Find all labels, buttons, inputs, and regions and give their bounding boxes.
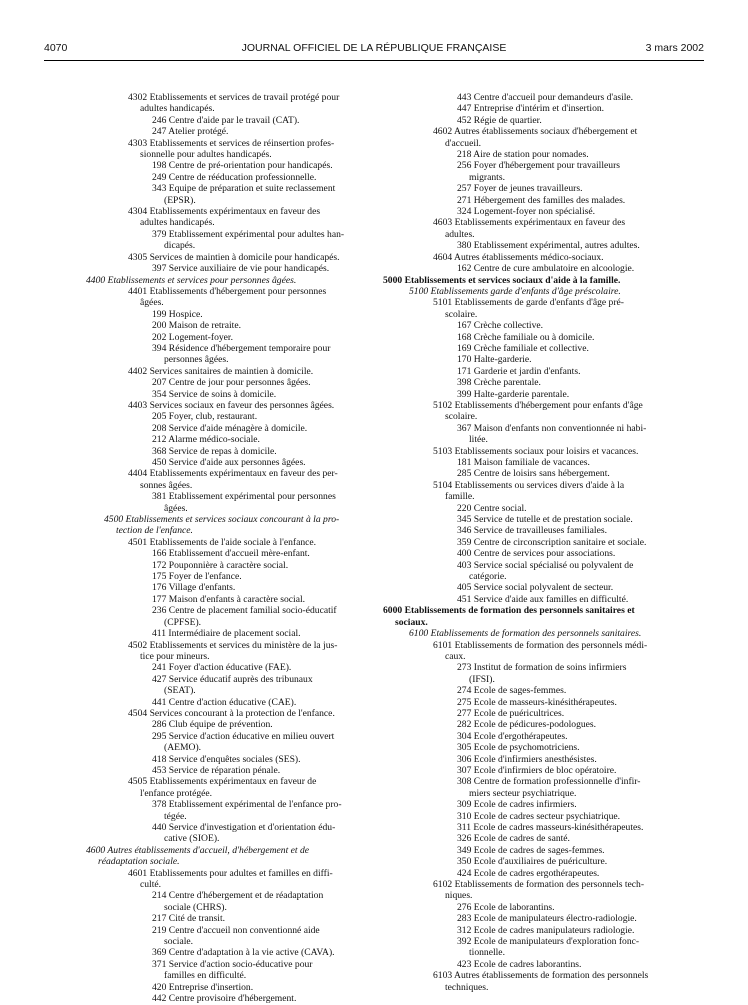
- text-line: d'accueil.: [445, 137, 482, 149]
- text-line: 4401 Etablissements d'hébergement pour personnes: [128, 285, 327, 297]
- text-line: sociaux.: [395, 616, 428, 628]
- text-line: 447 Entreprise d'intérim et d'insertion.: [457, 103, 605, 115]
- text-line: 4304 Etablissements expérimentaux en faveur des: [128, 206, 321, 218]
- text-line: 283 Ecole de manipulateurs électro-radiologie.: [457, 913, 637, 925]
- text-line: 4305 Services de maintien à domicile pour handicapés.: [128, 251, 340, 263]
- text-line: 4603 Etablissements expérimentaux en faveur des: [433, 217, 626, 229]
- text-line: 212 Alarme médico-sociale.: [152, 434, 260, 446]
- text-line: 5100 Etablissements garde d'enfants d'âge préscolaire.: [409, 285, 621, 297]
- text-line: 4504 Services concourant à la protection de l'enfance.: [128, 707, 335, 719]
- text-line: scolaire.: [445, 308, 478, 320]
- text-line: 218 Aire de station pour nomades.: [457, 149, 589, 161]
- header-rule: [44, 60, 704, 61]
- text-line: 199 Hospice.: [152, 308, 203, 320]
- text-line: 275 Ecole de masseurs-kinésithérapeutes.: [457, 696, 617, 708]
- text-line: tionnelle.: [469, 947, 505, 959]
- text-line: 306 Ecole d'infirmiers anesthésistes.: [457, 753, 597, 765]
- text-line: 427 Service éducatif auprès des tribunaux: [152, 673, 313, 685]
- text-line: sociale (CHRS).: [164, 901, 227, 913]
- text-line: 453 Service de réparation pénale.: [152, 764, 281, 776]
- text-line: 452 Régie de quartier.: [457, 114, 542, 126]
- text-line: 217 Cité de transit.: [152, 913, 226, 925]
- text-line: 171 Garderie et jardin d'enfants.: [457, 365, 581, 377]
- text-line: 371 Service d'action socio-éducative pour: [152, 958, 313, 970]
- text-line: âgées.: [164, 502, 188, 514]
- text-line: 220 Centre social.: [457, 502, 527, 514]
- text-line: l'enfance protégée.: [140, 787, 213, 799]
- page-date: 3 mars 2002: [645, 42, 704, 54]
- text-line: 169 Crèche familiale et collective.: [457, 342, 589, 354]
- text-line: niques.: [445, 890, 473, 902]
- text-line: 236 Centre de placement familial socio-éducatif: [152, 605, 337, 617]
- right-column: [383, 92, 675, 993]
- text-line: 247 Atelier protégé.: [152, 126, 229, 138]
- text-line: 256 Foyer d'hébergement pour travailleurs: [457, 160, 620, 172]
- text-line: (EPSR).: [164, 194, 196, 206]
- text-line: 205 Foyer, club, restaurant.: [152, 411, 258, 423]
- text-line: 170 Halte-garderie.: [457, 354, 532, 366]
- text-line: catégorie.: [469, 571, 507, 583]
- text-line: 4604 Autres établissements médico-sociaux.: [433, 251, 604, 263]
- text-line: tégée.: [164, 810, 187, 822]
- text-line: 249 Centre de rééducation professionnelle.: [152, 171, 317, 183]
- text-line: 5103 Etablissements sociaux pour loisirs et vacances.: [433, 445, 639, 457]
- page-header: [44, 42, 704, 58]
- text-line: famille.: [445, 491, 475, 503]
- text-line: 4403 Services sociaux en faveur des personnes âgées.: [128, 399, 335, 411]
- text-line: 394 Résidence d'hébergement temporaire pour: [152, 342, 331, 354]
- text-line: 175 Foyer de l'enfance.: [152, 571, 242, 583]
- text-line: 392 Ecole de manipulateurs d'exploration fonc-: [457, 936, 640, 948]
- text-line: 295 Service d'action éducative en milieu ouvert: [152, 730, 335, 742]
- text-line: 359 Centre de circonscription sanitaire et sociale.: [457, 536, 647, 548]
- text-line: 4501 Etablissements de l'aide sociale à l'enfance.: [128, 536, 317, 548]
- left-column: [60, 92, 365, 1005]
- text-line: 346 Service de travailleuses familiales.: [457, 525, 607, 537]
- text-line: 326 Ecole de cadres de santé.: [457, 833, 570, 845]
- text-line: 214 Centre d'hébergement et de réadaptation: [152, 890, 324, 902]
- text-line: 176 Village d'enfants.: [152, 582, 236, 594]
- text-line: 420 Entreprise d'insertion.: [152, 981, 254, 993]
- text-line: 4500 Etablissements et services sociaux concourant à la pro-: [104, 514, 340, 526]
- text-line: 5104 Etablissements ou services divers d'aide à la: [433, 479, 625, 491]
- text-line: 418 Service d'enquêtes sociales (SES).: [152, 753, 301, 765]
- journal-title: JOURNAL OFFICIEL DE LA RÉPUBLIQUE FRANÇAISE: [241, 42, 507, 54]
- text-line: dicapés.: [164, 240, 196, 252]
- text-line: 399 Halte-garderie parentale.: [457, 388, 570, 400]
- text-line: sociale.: [164, 936, 194, 948]
- page-number: 4070: [44, 42, 68, 54]
- text-line: adultes.: [445, 228, 475, 240]
- text-line: 310 Ecole de cadres secteur psychiatrique.: [457, 810, 621, 822]
- text-line: 311 Ecole de cadres masseurs-kinésithérapeutes.: [457, 822, 644, 833]
- text-line: 4303 Etablissements et services de réinsertion profes-: [128, 137, 335, 149]
- text-line: caux.: [445, 650, 466, 662]
- text-line: 450 Service d'aide aux personnes âgées.: [152, 457, 306, 468]
- text-line: tice pour mineurs.: [140, 650, 210, 662]
- text-line: 277 Ecole de puéricultrices.: [457, 707, 565, 719]
- text-line: 4400 Etablissements et services pour personnes âgées.: [86, 274, 297, 286]
- text-line: 282 Ecole de pédicures-podologues.: [457, 719, 597, 731]
- text-line: 307 Ecole d'infirmiers de bloc opératoire.: [457, 764, 617, 776]
- text-line: 6101 Etablissements de formation des personnels médi-: [433, 639, 648, 651]
- text-line: 4404 Etablissements expérimentaux en faveur des per-: [128, 468, 338, 480]
- text-line: 305 Ecole de psychomotriciens.: [457, 742, 580, 754]
- text-line: 411 Intermédiaire de placement social.: [152, 628, 301, 640]
- text-line: 162 Centre de cure ambulatoire en alcoologie.: [457, 263, 635, 275]
- text-line: réadaptation sociale.: [98, 856, 180, 868]
- text-line: 4402 Services sanitaires de maintien à domicile.: [128, 365, 314, 377]
- text-line: 5000 Etablissements et services sociaux d'aide à la famille.: [383, 274, 621, 286]
- text-line: adultes handicapés.: [140, 217, 215, 229]
- text-line: 5101 Etablissements de garde d'enfants d'âge pré-: [433, 297, 625, 309]
- text-line: 276 Ecole de laborantins.: [457, 901, 555, 913]
- text-line: 349 Ecole de cadres de sages-femmes.: [457, 844, 605, 856]
- text-line: 246 Centre d'aide par le travail (CAT).: [152, 114, 300, 126]
- text-line: 172 Pouponnière à caractère social.: [152, 559, 289, 571]
- text-line: 304 Ecole d'ergothérapeutes.: [457, 730, 568, 742]
- text-line: miers secteur psychiatrique.: [469, 787, 577, 799]
- text-line: 6102 Etablissements de formation des personnels tech-: [433, 879, 645, 891]
- text-line: 451 Service d'aide aux familles en difficulté.: [457, 593, 629, 605]
- text-line: 343 Equipe de préparation et suite reclassement: [152, 183, 336, 195]
- text-line: 345 Service de tutelle et de prestation sociale.: [457, 514, 633, 526]
- text-line: 4502 Etablissements et services du ministère de la jus-: [128, 639, 338, 651]
- text-line: culté.: [140, 879, 162, 891]
- text-line: 200 Maison de retraite.: [152, 320, 241, 332]
- text-line: personnes âgées.: [164, 354, 229, 366]
- text-line: 369 Centre d'adaptation à la vie active (CAVA).: [152, 947, 335, 959]
- text-line: 198 Centre de pré-orientation pour handicapés.: [152, 160, 333, 172]
- text-line: (AEMO).: [164, 742, 202, 754]
- text-line: 202 Logement-foyer.: [152, 331, 233, 343]
- text-line: 368 Service de repas à domicile.: [152, 445, 277, 457]
- text-line: 286 Club équipe de prévention.: [152, 719, 273, 731]
- text-line: sionnelle pour adultes handicapés.: [140, 149, 272, 161]
- text-line: 403 Service social spécialisé ou polyvalent de: [457, 559, 634, 571]
- text-line: 208 Service d'aide ménagère à domicile.: [152, 422, 308, 434]
- text-line: 397 Service auxiliaire de vie pour handicapés.: [152, 263, 330, 275]
- text-line: 166 Etablissement d'accueil mère-enfant.: [152, 548, 310, 560]
- text-line: litée.: [469, 434, 488, 446]
- text-line: 381 Etablissement expérimental pour personnes: [152, 491, 336, 503]
- text-line: familles en difficulté.: [164, 970, 247, 982]
- text-line: 274 Ecole de sages-femmes.: [457, 685, 567, 697]
- text-line: 4600 Autres établissements d'accueil, d'hébergement et de: [86, 844, 310, 856]
- text-line: 405 Service social polyvalent de secteur.: [457, 582, 614, 594]
- text-line: 177 Maison d'enfants à caractère social.: [152, 593, 306, 605]
- text-line: 324 Logement-foyer non spécialisé.: [457, 206, 595, 218]
- text-line: 6103 Autres établissements de formation des personnels: [433, 970, 649, 982]
- text-line: 354 Service de soins à domicile.: [152, 388, 277, 400]
- text-line: 308 Centre de formation professionnelle d'infir-: [457, 776, 641, 788]
- text-line: 378 Etablissement expérimental de l'enfance pro-: [152, 799, 342, 811]
- text-line: 379 Etablissement expérimental pour adultes han-: [152, 228, 345, 240]
- text-line: 4302 Etablissements et services de travail protégé pour: [128, 92, 340, 103]
- text-line: 443 Centre d'accueil pour demandeurs d'asile.: [457, 92, 634, 103]
- text-line: 271 Hébergement des familles des malades.: [457, 194, 626, 206]
- text-line: (CPFSE).: [164, 616, 202, 628]
- text-line: 441 Centre d'action éducative (CAE).: [152, 696, 297, 708]
- text-line: 167 Crèche collective.: [457, 320, 544, 332]
- text-line: techniques.: [445, 981, 489, 993]
- text-line: 4505 Etablissements expérimentaux en faveur de: [128, 776, 317, 788]
- text-line: 6100 Etablissements de formation des personnels sanitaires.: [409, 628, 642, 640]
- text-line: scolaire.: [445, 411, 478, 423]
- text-line: 398 Crèche parentale.: [457, 377, 541, 389]
- text-line: 400 Centre de services pour associations.: [457, 548, 616, 560]
- text-line: 6000 Etablissements de formation des personnels sanitaires et: [383, 605, 635, 617]
- text-line: 380 Etablissement expérimental, autres adultes.: [457, 240, 640, 252]
- text-line: (IFSI).: [469, 673, 495, 685]
- text-line: 440 Service d'investigation et d'orientation édu-: [152, 822, 336, 833]
- text-line: 312 Ecole de cadres manipulateurs radiologie.: [457, 924, 635, 936]
- text-line: 5102 Etablissements d'hébergement pour enfants d'âge: [433, 399, 643, 411]
- text-line: 181 Maison familiale de vacances.: [457, 457, 590, 468]
- text-line: 367 Maison d'enfants non conventionnée ni habi-: [457, 422, 647, 434]
- text-line: 207 Centre de jour pour personnes âgées.: [152, 377, 311, 389]
- text-line: 442 Centre provisoire d'hébergement.: [152, 993, 297, 1005]
- text-line: 168 Crèche familiale ou à domicile.: [457, 331, 595, 343]
- text-line: (SEAT).: [164, 685, 196, 697]
- text-line: sonnes âgées.: [140, 479, 193, 491]
- text-line: 309 Ecole de cadres infirmiers.: [457, 799, 577, 811]
- text-line: migrants.: [469, 171, 505, 183]
- text-line: 257 Foyer de jeunes travailleurs.: [457, 183, 583, 195]
- text-line: 423 Ecole de cadres laborantins.: [457, 958, 582, 970]
- text-line: cative (SIOE).: [164, 833, 220, 845]
- text-line: âgées.: [140, 297, 164, 309]
- text-line: 424 Ecole de cadres ergothérapeutes.: [457, 867, 600, 879]
- text-line: 350 Ecole d'auxiliaires de puériculture.: [457, 856, 608, 868]
- text-line: 4601 Etablissements pour adultes et familles en diffi-: [128, 867, 333, 879]
- text-line: 219 Centre d'accueil non conventionné aide: [152, 924, 320, 936]
- text-line: 273 Institut de formation de soins infirmiers: [457, 662, 627, 674]
- text-line: adultes handicapés.: [140, 103, 215, 115]
- text-line: 4602 Autres établissements sociaux d'hébergement et: [433, 126, 638, 138]
- text-line: 241 Foyer d'action éducative (FAE).: [152, 662, 292, 674]
- text-line: tection de l'enfance.: [116, 525, 193, 537]
- text-line: 285 Centre de loisirs sans hébergement.: [457, 468, 610, 480]
